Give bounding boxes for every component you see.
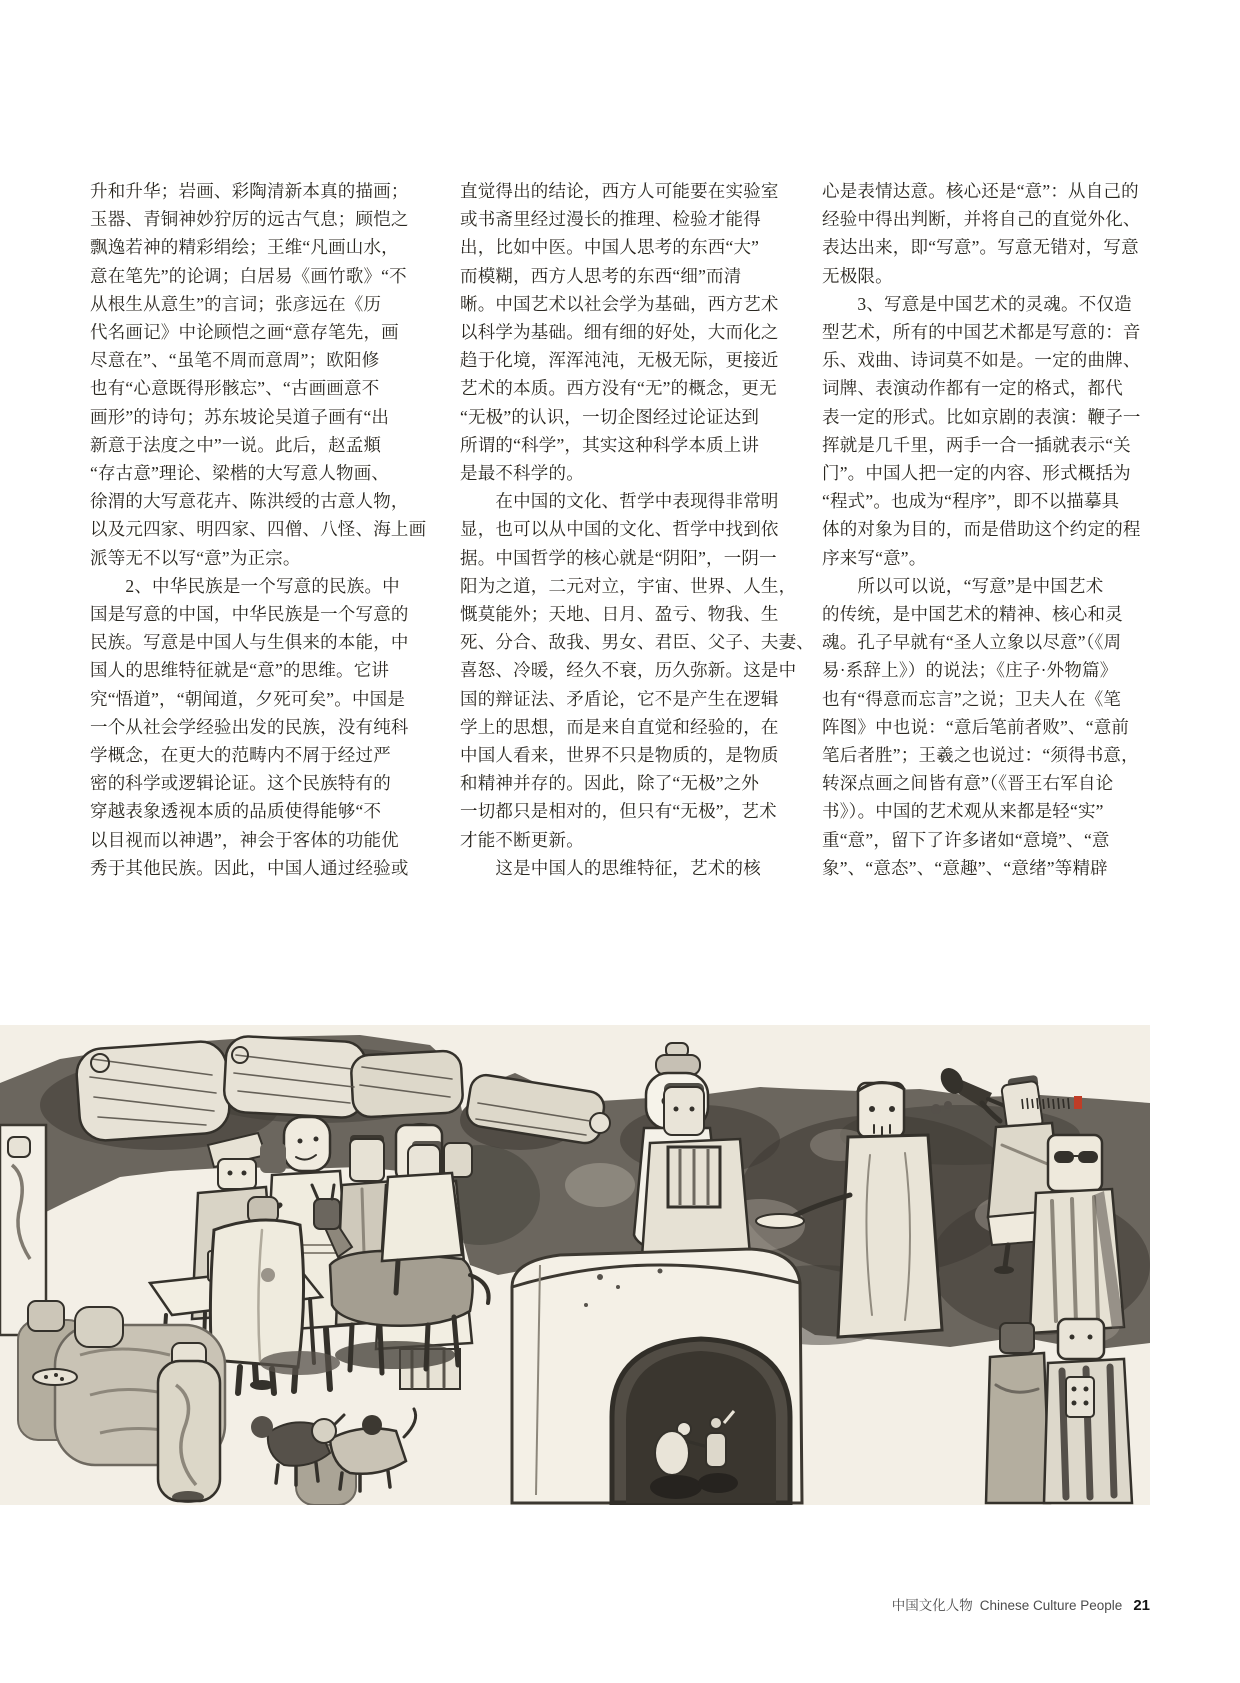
text-line: 在中国的文化、哲学中表现得非常明 bbox=[460, 491, 779, 512]
text-line: 趋于化境，浑浑沌沌，无极无际，更接近 bbox=[460, 350, 779, 371]
text-line: 型艺术，所有的中国艺术都是写意的：音 bbox=[822, 322, 1141, 343]
text-line: 经验中得出判断，并将自己的直觉外化、 bbox=[822, 209, 1141, 230]
text-line: 国的辩证法、矛盾论，它不是产生在逻辑 bbox=[460, 688, 779, 709]
journal-name-en: Chinese Culture People bbox=[979, 1598, 1123, 1613]
text-line: 喜怒、冷暖，经久不衰，历久弥新。这是中 bbox=[460, 660, 797, 681]
text-line: 一个从社会学经验出发的民族，没有纯科 bbox=[90, 716, 409, 737]
article-column-1 bbox=[90, 177, 428, 882]
text-line: 升和升华；岩画、彩陶清新本真的描画； bbox=[90, 181, 409, 201]
text-line: 秀于其他民族。因此，中国人通过经验或 bbox=[90, 857, 409, 878]
text-line: 挥就是几千里，两手一合一插就表示“关 bbox=[822, 434, 1131, 455]
text-line: 晰。中国艺术以社会学为基础，西方艺术 bbox=[460, 293, 779, 314]
text-line: 或书斋里经过漫长的推理、检验才能得 bbox=[460, 209, 761, 230]
text-line: “存古意”理论、梁楷的大写意人物画、 bbox=[90, 463, 390, 484]
text-line: 新意于法度之中”一说。此后，赵孟頫 bbox=[90, 434, 382, 455]
text-line: 派等无不以写“意”为正宗。 bbox=[90, 547, 301, 568]
text-line: 意在笔先”的论调；白居易《画竹歌》“不 bbox=[90, 265, 407, 286]
text-line: 序来写“意”。 bbox=[822, 547, 927, 568]
text-line: 的传统，是中国艺术的精神、核心和灵 bbox=[822, 604, 1123, 625]
text-line: 死、分合、敌我、男女、君臣、父子、夫妻、 bbox=[460, 632, 814, 653]
text-line: 学上的思想，而是来自直觉和经验的，在 bbox=[460, 716, 779, 737]
article-column-2 bbox=[460, 177, 814, 882]
text-line: 画形”的诗句；苏东坡论吴道子画有“出 bbox=[90, 406, 390, 427]
text-line: 3、写意是中国艺术的灵魂。不仅造 bbox=[822, 293, 1132, 314]
text-line: 易·系辞上》）的说法；《庄子·外物篇》 bbox=[822, 660, 1118, 681]
text-line: 才能不断更新。 bbox=[460, 829, 584, 850]
text-line: 体的对象为目的，而是借助这个约定的程 bbox=[822, 519, 1141, 540]
text-line: 从根生从意生”的言词；张彦远在《历 bbox=[90, 293, 382, 314]
text-line: 转深点画之间皆有意”（《晋王右军自论 bbox=[822, 773, 1114, 794]
text-line: 门”。中国人把一定的内容、形式概括为 bbox=[822, 463, 1131, 484]
text-line: 一切都只是相对的，但只有“无极”，艺术 bbox=[460, 801, 777, 822]
text-line: 据。中国哲学的核心就是“阴阳”，一阴一 bbox=[460, 547, 777, 568]
text-line: 以目视而以神遇”，神会于客体的功能优 bbox=[90, 829, 399, 850]
text-line: 阳为之道，二元对立，宇宙、世界、人生， bbox=[460, 575, 797, 596]
text-line: 是最不科学的。 bbox=[460, 463, 584, 484]
ink-wash-painting bbox=[0, 1025, 1150, 1505]
text-line: 学概念，在更大的范畴内不屑于经过严 bbox=[90, 745, 391, 766]
text-line: 究“悟道”，“朝闻道，夕死可矣”。中国是 bbox=[90, 688, 406, 709]
journal-name-cn: 中国文化人物 bbox=[891, 1598, 973, 1613]
text-line: 穿越表象透视本质的品质使得能够“不 bbox=[90, 801, 382, 822]
page-number: 21 bbox=[1133, 1597, 1150, 1614]
text-line: 无极限。 bbox=[822, 265, 893, 286]
text-line: 词牌、表演动作都有一定的格式，都代 bbox=[822, 378, 1123, 399]
text-line: 飘逸若神的精彩绢绘；王维“凡画山水， bbox=[90, 237, 399, 258]
red-seal bbox=[1074, 1096, 1082, 1109]
text-line: “程式”。也成为“程序”，即不以描摹具 bbox=[822, 491, 1120, 512]
text-line: 阵图》中也说：“意后笔前者败”、“意前 bbox=[822, 716, 1130, 737]
text-line: 书》）。中国的艺术观从来都是轻“实” bbox=[822, 801, 1104, 822]
text-line: 密的科学或逻辑论证。这个民族特有的 bbox=[90, 773, 391, 794]
text-line: 重“意”，留下了许多诸如“意境”、“意 bbox=[822, 829, 1110, 850]
text-line: 民族。写意是中国人与生俱来的本能，中 bbox=[90, 632, 409, 653]
article-column-3 bbox=[822, 177, 1160, 882]
text-line: 所以可以说，“写意”是中国艺术 bbox=[822, 575, 1104, 596]
text-line: 出，比如中医。中国人思考的东西“大” bbox=[460, 237, 760, 258]
text-line: 象”、“意态”、“意趣”、“意绪”等精辟 bbox=[822, 857, 1108, 878]
text-line: 直觉得出的结论，西方人可能要在实验室 bbox=[460, 181, 779, 201]
text-line: 而模糊，西方人思考的东西“细”而清 bbox=[460, 265, 742, 286]
text-line: 以科学为基础。细有细的好处，大而化之 bbox=[460, 322, 779, 343]
text-line: 表达出来，即“写意”。写意无错对，写意 bbox=[822, 237, 1139, 258]
text-line: 乐、戏曲、诗词莫不如是。一定的曲牌、 bbox=[822, 350, 1141, 371]
arch-doorway bbox=[612, 1339, 790, 1503]
painting-canvas bbox=[0, 1025, 1150, 1505]
text-line: 和精神并存的。因此，除了“无极”之外 bbox=[460, 773, 760, 794]
page-footer bbox=[892, 1594, 1150, 1614]
text-line: 代名画记》中论顾恺之画“意存笔先，画 bbox=[90, 322, 399, 343]
text-line: 国是写意的中国，中华民族是一个写意的 bbox=[90, 604, 409, 625]
text-line: 2、中华民族是一个写意的民族。中 bbox=[90, 575, 400, 596]
text-line: 玉器、青铜神妙狞厉的远古气息；顾恺之 bbox=[90, 209, 409, 230]
text-line: 所谓的“科学”，其实这种科学本质上讲 bbox=[460, 434, 760, 455]
text-line: 尽意在”、“虽笔不周而意周”；欧阳修 bbox=[90, 350, 380, 371]
text-line: 也有“心意既得形骸忘”、“古画画意不 bbox=[90, 378, 380, 399]
text-line: 徐渭的大写意花卉、陈洪绶的古意人物， bbox=[90, 491, 409, 512]
text-line: 笔后者胜”；王羲之也说过：“须得书意， bbox=[822, 745, 1139, 766]
text-line: 这是中国人的思维特征，艺术的核 bbox=[460, 857, 761, 878]
text-line: 心是表情达意。核心还是“意”：从自己的 bbox=[822, 181, 1139, 201]
text-line: 艺术的本质。西方没有“无”的概念，更无 bbox=[460, 378, 777, 399]
text-line: 魂。孔子早就有“圣人立象以尽意”（《周 bbox=[822, 632, 1122, 653]
text-line: 表一定的形式。比如京剧的表演：鞭子一 bbox=[822, 406, 1141, 427]
text-line: 以及元四家、明四家、四僧、八怪、海上画 bbox=[90, 519, 427, 540]
text-line: “无极”的认识，一切企图经过论证达到 bbox=[460, 406, 760, 427]
text-line: 显，也可以从中国的文化、哲学中找到依 bbox=[460, 519, 779, 540]
dome-kiln bbox=[512, 1249, 802, 1503]
text-line: 中国人看来，世界不只是物质的，是物质 bbox=[460, 745, 779, 766]
text-line: 慨莫能外；天地、日月、盈亏、物我、生 bbox=[460, 604, 779, 625]
text-line: 国人的思维特征就是“意”的思维。它讲 bbox=[90, 660, 390, 681]
text-line: 也有“得意而忘言”之说；卫夫人在《笔 bbox=[822, 688, 1122, 709]
